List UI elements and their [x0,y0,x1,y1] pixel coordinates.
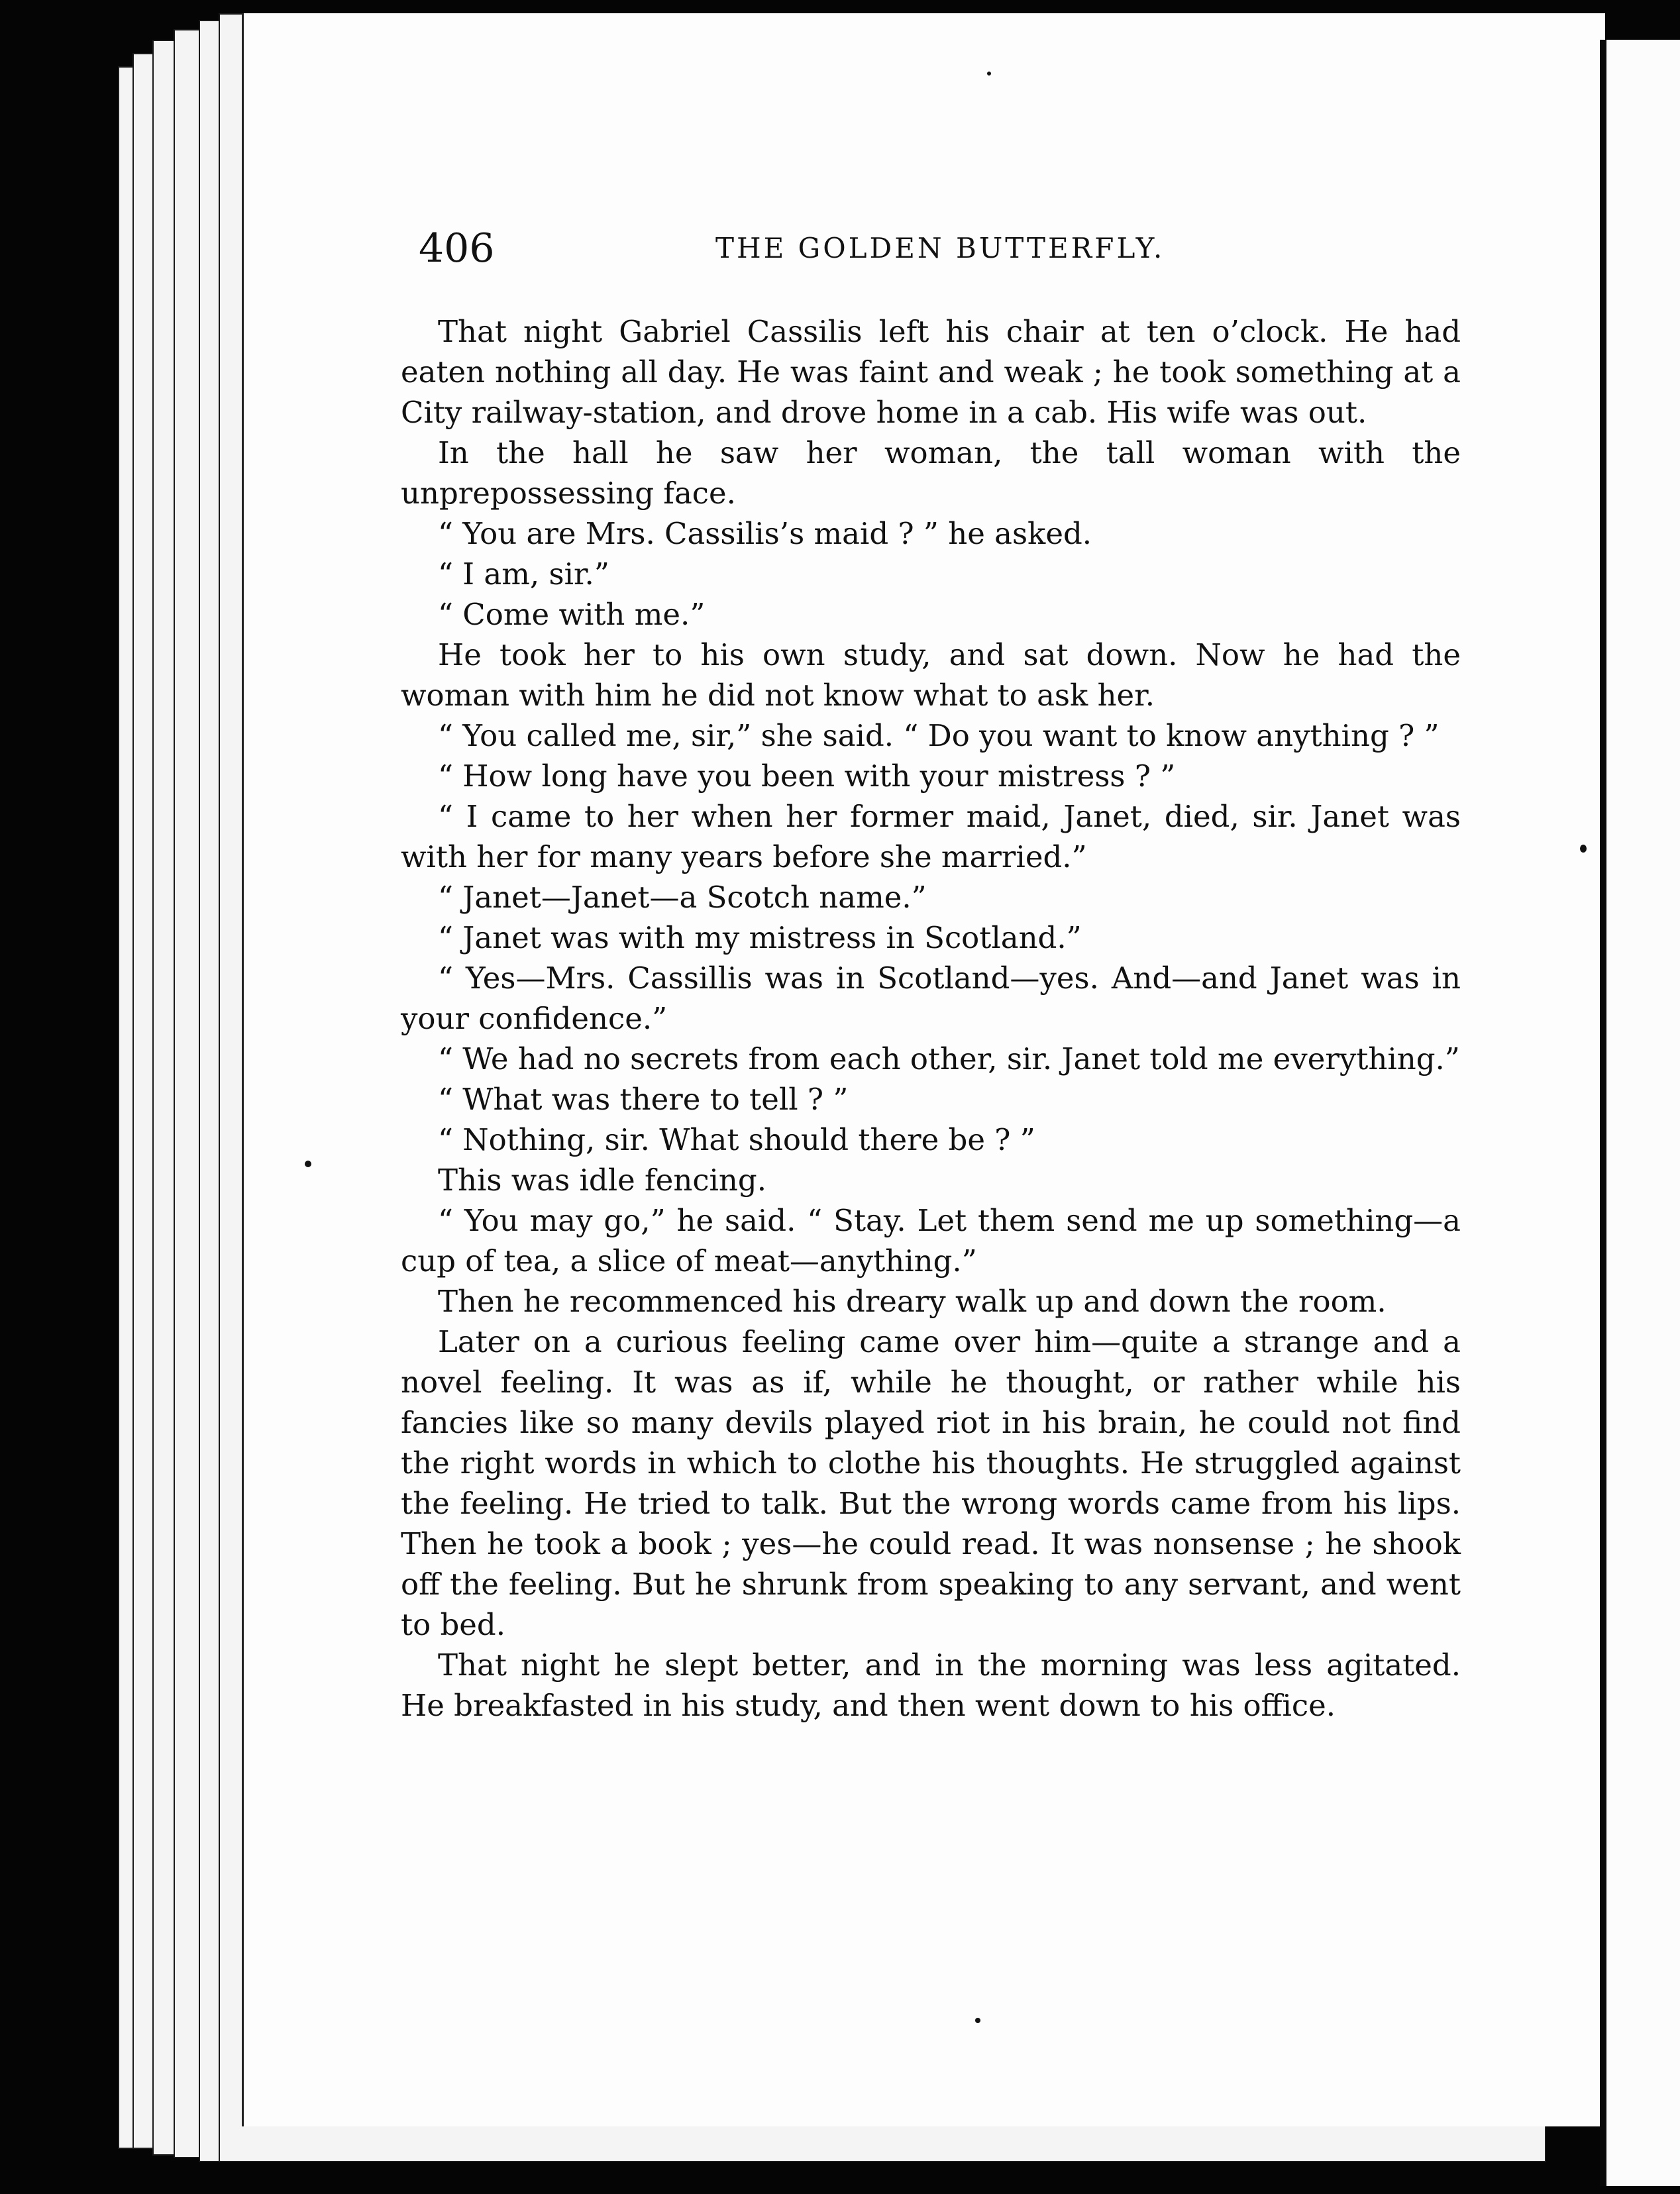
running-title: THE GOLDEN BUTTERFLY. [715,232,1165,264]
paragraph: This was idle fencing. [438,1163,767,1198]
paragraph: “ You are Mrs. Cassilis’s maid ? ” he asked. [438,516,1092,551]
page-number: 406 [419,225,495,272]
paragraph: In the hall he saw her woman, the tall woman with the unprepossessing face. [401,435,1461,511]
paragraph: “ Yes—Mrs. Cassillis was in Scotland—yes. And—and Janet was in your confidence.” [401,961,1461,1036]
paragraph: “ Nothing, sir. What should there be ? ” [438,1122,1035,1157]
paragraph: “ You may go,” he said. “ Stay. Let them send me up something—a cup of tea, a slice of meat—anything.” [401,1203,1461,1279]
ink-speck [305,1161,311,1167]
ink-speck [1580,845,1587,853]
facing-page-edge [1600,40,1680,2186]
paragraph: “ Janet—Janet—a Scotch name.” [438,880,927,915]
paragraph: Later on a curious feeling came over him—quite a strange and a novel feeling. It was as if, while he thought, or rather while his fancies like so many devils played riot in his brain, he could not find the right words in which to clothe his thoughts. He struggled against the feeling. He tried to talk. But the wrong words came from his lips. Then he took a book ; yes—he could read. It was nonsense ; he shook off the feeling. But he shrunk from speaking to any servant, and went to bed. [401,1324,1461,1642]
page-header [411,225,1550,285]
paragraph: “ We had no secrets from each other, sir. Janet told me everything.” [438,1041,1460,1076]
ink-speck [987,72,991,76]
paragraph: He took her to his own study, and sat down. Now he had the woman with him he did not know what to ask her. [401,637,1461,713]
paragraph: “ How long have you been with your mistress ? ” [438,758,1176,794]
paragraph: “ I am, sir.” [438,556,609,592]
paragraph: That night Gabriel Cassilis left his chair at ten o’clock. He had eaten nothing all day. He was faint and weak ; he took something at a City railway-station, and drove home in a cab. His wife was out. [401,314,1461,430]
body-text [401,311,1461,1726]
paragraph: “ Janet was with my mistress in Scotland.” [438,920,1082,955]
paragraph: “ You called me, sir,” she said. “ Do you want to know anything ? ” [438,718,1440,753]
ink-speck [975,2018,980,2023]
paragraph: “ I came to her when her former maid, Janet, died, sir. Janet was with her for many years before she married.” [401,799,1461,874]
paragraph: Then he recommenced his dreary walk up and down the room. [438,1284,1387,1319]
paragraph: “ What was there to tell ? ” [438,1082,849,1117]
paragraph: That night he slept better, and in the morning was less agitated. He breakfasted in his study, and then went down to his office. [401,1647,1461,1723]
paragraph: “ Come with me.” [438,597,706,632]
